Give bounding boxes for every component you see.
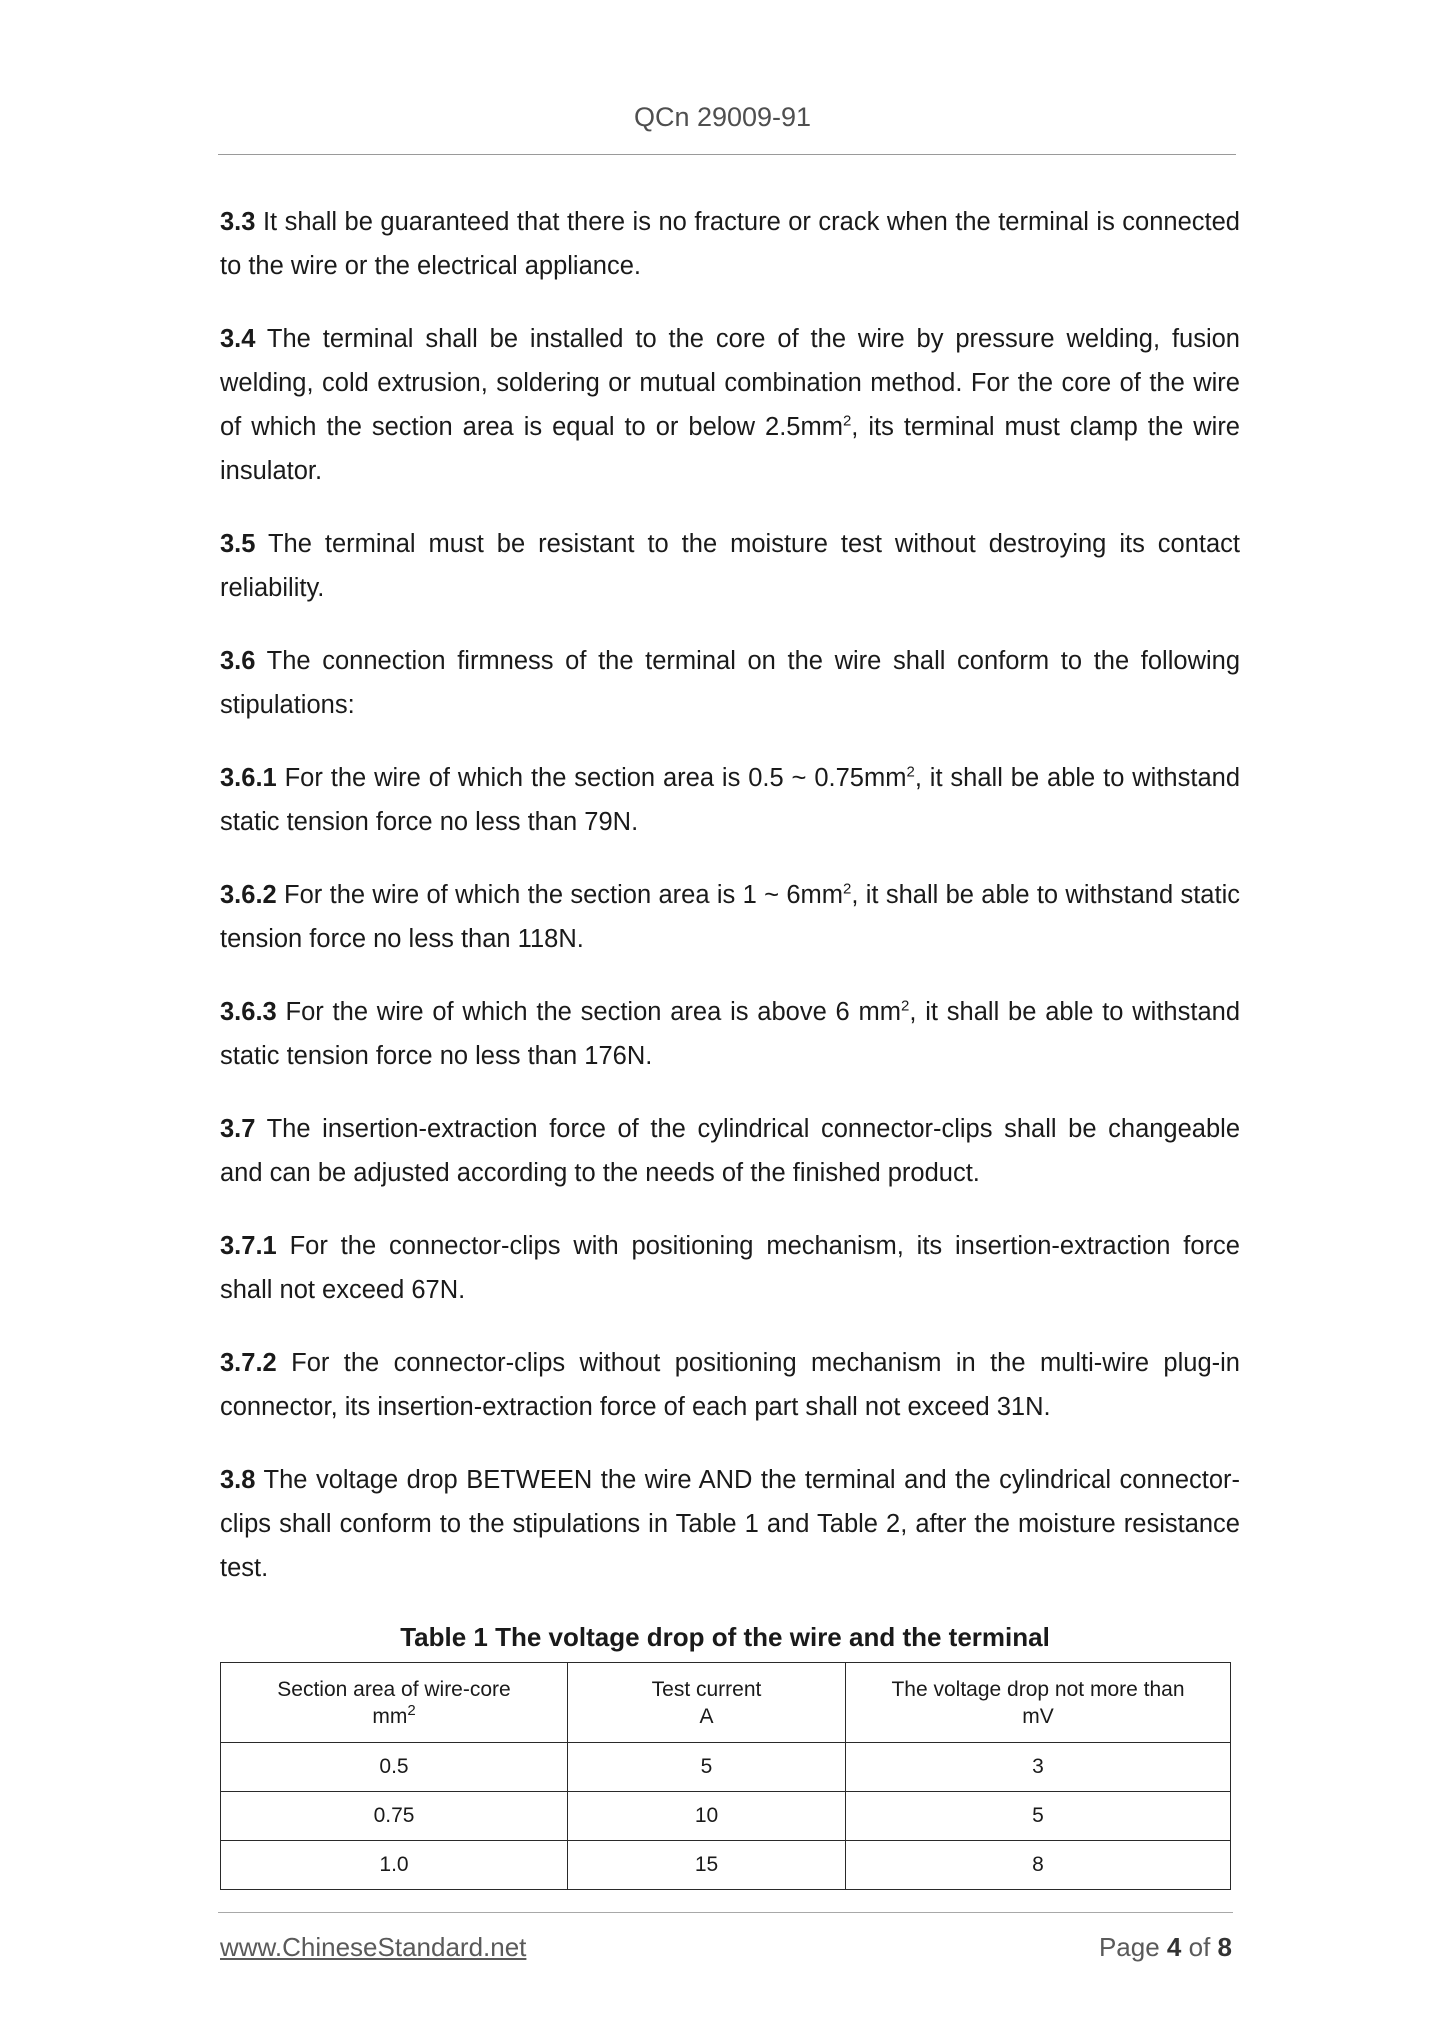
table-1-title: Table 1 The voltage drop of the wire and the terminal (400, 1622, 1050, 1652)
table-cell: 8 (846, 1841, 1231, 1890)
clause-text: For the wire of which the section area is above 6 mm (285, 998, 902, 1026)
clause-number: 3.7 (220, 1115, 256, 1143)
clause-text: The terminal must be resistant to the moisture test without destroying its contact reliability. (220, 530, 1241, 602)
superscript: 2 (906, 763, 915, 781)
clause-text: For the connector-clips with positioning mechanism, its insertion-extraction force shall not exceed 67N. (220, 1232, 1240, 1304)
clause-text-tail: , it shall be able to withstand static tension force no less than 79N. (220, 764, 1240, 836)
clause-number: 3.7.1 (220, 1232, 277, 1260)
clause-3-7 (220, 1107, 1240, 1195)
table-cell: 0.5 (221, 1743, 568, 1792)
clause-text-tail: , it shall be able to withstand static tension force no less than 118N. (220, 881, 1240, 953)
superscript: 2 (901, 997, 910, 1015)
table-cell: 5 (846, 1792, 1231, 1841)
column-header-test-current: Test current A (568, 1663, 846, 1743)
clause-number: 3.7.2 (220, 1349, 277, 1377)
table-1-voltage-drop (220, 1662, 1231, 1890)
table-cell: 10 (568, 1792, 846, 1841)
clause-number: 3.8 (220, 1466, 256, 1494)
clause-number: 3.6 (220, 647, 256, 675)
table-cell: 5 (568, 1743, 846, 1792)
table-cell: 1.0 (221, 1841, 568, 1890)
clause-text: The voltage drop BETWEEN the wire AND the terminal and the cylindrical connector-clips shall conform to the stipulations in Table 1 and Table 2, after the moisture resistance test. (220, 1466, 1241, 1582)
clause-text: The insertion-extraction force of the cylindrical connector-clips shall be changeable and can be adjusted according to the needs of the finished product. (220, 1115, 1241, 1187)
clause-3-8 (220, 1458, 1240, 1590)
clause-text-tail: , it shall be able to withstand static tension force no less than 176N. (220, 998, 1240, 1070)
table-row (221, 1792, 1231, 1841)
table-row (221, 1841, 1231, 1890)
table-row (221, 1743, 1231, 1792)
clause-text: For the wire of which the section area is 0.5 ~ 0.75mm (284, 764, 907, 792)
website-link[interactable]: www.ChineseStandard.net (220, 1932, 527, 1962)
clause-3-4 (220, 317, 1240, 493)
clause-3-6-1 (220, 756, 1240, 844)
document-body (220, 200, 1240, 1619)
clause-number: 3.6.2 (220, 881, 277, 909)
clause-3-6-3 (220, 990, 1240, 1078)
clause-text-tail: , its terminal must clamp the wire insulator. (220, 413, 1240, 485)
table-header-row (221, 1663, 1231, 1743)
clause-3-7-2 (220, 1341, 1240, 1429)
column-header-section-area: Section area of wire-core $mm^2$ (221, 1663, 568, 1743)
clause-text: The terminal shall be installed to the core of the wire by pressure welding, fusion welding, cold extrusion, soldering or mutual combination method. For the core of the wire of which the section area is equal to or below 2.5mm (220, 325, 1240, 441)
clause-text: For the connector-clips without positioning mechanism in the multi-wire plug-in connector, its insertion-extraction force of each part shall not exceed 31N. (220, 1349, 1240, 1421)
table-cell: 15 (568, 1841, 846, 1890)
column-header-voltage-drop: The voltage drop not more than mV (846, 1663, 1231, 1743)
clause-3-3 (220, 200, 1240, 288)
superscript: 2 (843, 880, 852, 898)
clause-3-6 (220, 639, 1240, 727)
superscript: 2 (842, 412, 852, 430)
clause-number: 3.6.1 (220, 764, 277, 792)
clause-3-7-1 (220, 1224, 1240, 1312)
clause-3-6-2 (220, 873, 1240, 961)
clause-text: It shall be guaranteed that there is no fracture or crack when the terminal is connected to the wire or the electrical appliance. (220, 208, 1240, 280)
clause-text: For the wire of which the section area is 1 ~ 6mm (284, 881, 843, 909)
clause-text: The connection firmness of the terminal on the wire shall conform to the following stipulations: (220, 647, 1241, 719)
clause-number: 3.4 (220, 325, 256, 353)
clause-number: 3.5 (220, 530, 256, 558)
table-cell: 3 (846, 1743, 1231, 1792)
footer-divider (218, 1912, 1233, 1913)
page-number: Page 4 of 8 (1098, 1932, 1232, 1962)
header-divider (218, 154, 1236, 155)
clause-number: 3.6.3 (220, 998, 277, 1026)
page-header-doc-code: QCn 29009-91 (633, 102, 812, 132)
clause-3-5 (220, 522, 1240, 610)
table-cell: 0.75 (221, 1792, 568, 1841)
clause-number: 3.3 (220, 208, 256, 236)
